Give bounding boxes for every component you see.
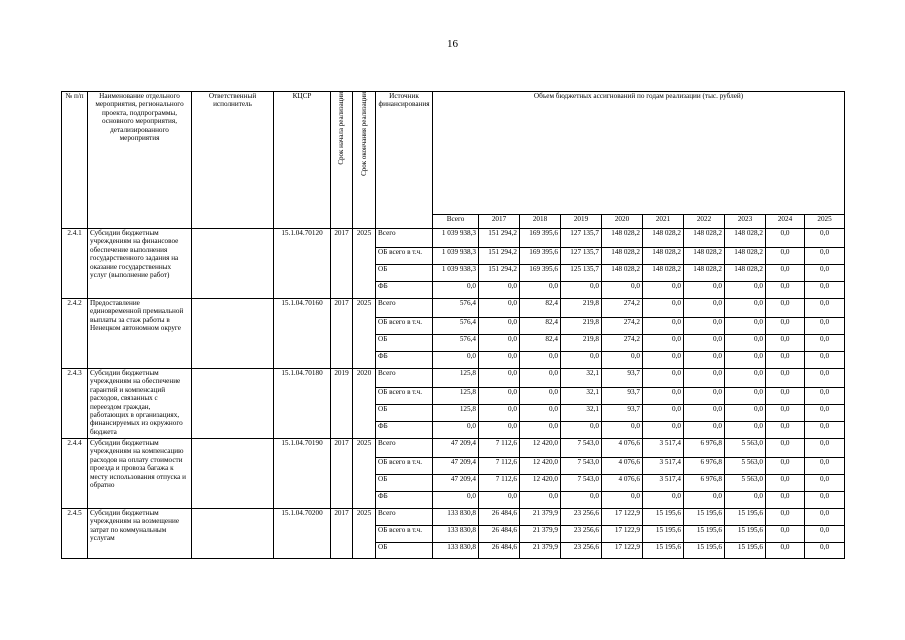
amount-cell: 15 195,6 [725,509,766,526]
amount-cell: 148 028,2 [725,265,766,282]
amount-cell: 26 484,6 [479,526,520,543]
end-year: 2025 [353,509,376,559]
amount-cell: 15 195,6 [643,509,684,526]
end-year: 2025 [353,299,376,369]
amount-cell: 0,0 [805,509,845,526]
amount-cell: 82,4 [520,318,561,335]
amount-cell: 0,0 [479,422,520,439]
amount-cell: 0,0 [684,282,725,299]
amount-cell: 0,0 [766,475,805,492]
amount-cell: 148 028,2 [725,248,766,265]
amount-cell: 93,7 [602,405,643,422]
funding-source: ОБ [376,475,433,492]
amount-cell: 15 195,6 [725,526,766,543]
amount-cell: 0,0 [766,422,805,439]
amount-cell: 23 256,6 [561,526,602,543]
funding-source: ОБ [376,265,433,282]
amount-cell: 0,0 [479,299,520,318]
amount-cell: 93,7 [602,369,643,388]
amount-cell: 23 256,6 [561,509,602,526]
header-volume: Объем бюджетных ассигнований по годам реализации (тыс. рублей) [433,92,845,215]
amount-cell: 32,1 [561,369,602,388]
amount-cell: 0,0 [805,335,845,352]
amount-cell: 0,0 [766,265,805,282]
amount-cell: 0,0 [725,422,766,439]
amount-cell: 15 195,6 [643,543,684,559]
row-number: 2.4.1 [62,229,88,299]
amount-cell: 133 830,8 [433,543,479,559]
amount-cell: 0,0 [433,352,479,369]
amount-cell: 0,0 [520,422,561,439]
amount-cell: 0,0 [643,335,684,352]
funding-source: ОБ всего в т.ч. [376,526,433,543]
amount-cell: 0,0 [684,369,725,388]
amount-cell: 0,0 [725,299,766,318]
amount-cell: 0,0 [433,282,479,299]
amount-cell: 125,8 [433,388,479,405]
kcsr-code: 15.1.04.70200 [274,509,331,559]
amount-cell: 0,0 [805,475,845,492]
amount-cell: 219,8 [561,335,602,352]
amount-cell: 32,1 [561,405,602,422]
amount-cell: 7 543,0 [561,458,602,475]
amount-cell: 148 028,2 [684,265,725,282]
measure-name: Субсидии бюджетным учреждениям на финансовое обеспечение выполнения государственного задания на оказание государственных услуг (выполнение работ) [88,229,192,299]
amount-cell: 169 395,6 [520,265,561,282]
amount-cell: 3 517,4 [643,439,684,458]
amount-cell: 0,0 [766,335,805,352]
amount-cell: 0,0 [805,265,845,282]
amount-cell: 125,8 [433,405,479,422]
funding-source: ОБ [376,405,433,422]
amount-cell: 5 563,0 [725,458,766,475]
amount-cell: 0,0 [479,335,520,352]
amount-cell: 1 039 938,3 [433,248,479,265]
funding-source: ФБ [376,422,433,439]
amount-cell: 6 976,8 [684,439,725,458]
amount-cell: 0,0 [602,282,643,299]
amount-cell: 0,0 [643,369,684,388]
amount-cell: 0,0 [725,318,766,335]
amount-cell: 0,0 [643,422,684,439]
amount-cell: 148 028,2 [643,229,684,248]
table-row [62,229,845,248]
amount-cell: 274,2 [602,299,643,318]
table-row [62,369,845,388]
funding-source: ОБ [376,543,433,559]
kcsr-code: 15.1.04.70160 [274,299,331,369]
amount-cell: 0,0 [602,422,643,439]
amount-cell: 151 294,2 [479,248,520,265]
start-year: 2017 [331,509,353,559]
amount-cell: 0,0 [684,352,725,369]
amount-cell: 0,0 [805,458,845,475]
amount-cell: 148 028,2 [602,265,643,282]
amount-cell: 0,0 [643,299,684,318]
end-year: 2025 [353,439,376,509]
amount-cell: 0,0 [725,405,766,422]
amount-cell: 0,0 [766,318,805,335]
table-row [62,299,845,318]
amount-cell: 0,0 [766,492,805,509]
amount-cell: 1 039 938,3 [433,229,479,248]
header-year: 2023 [725,215,766,229]
amount-cell: 0,0 [479,388,520,405]
amount-cell: 148 028,2 [643,265,684,282]
funding-source: Всего [376,299,433,318]
amount-cell: 7 112,6 [479,475,520,492]
amount-cell: 0,0 [643,318,684,335]
header-start-text: Срок начала реализации [337,92,346,165]
amount-cell: 0,0 [805,352,845,369]
amount-cell: 125 135,7 [561,265,602,282]
amount-cell: 127 135,7 [561,248,602,265]
row-number: 2.4.4 [62,439,88,509]
amount-cell: 0,0 [643,405,684,422]
funding-source: ОБ всего в т.ч. [376,458,433,475]
amount-cell: 0,0 [561,352,602,369]
header-kcsr: КЦСР [274,92,331,229]
row-number: 2.4.3 [62,369,88,439]
responsible-executor [192,509,274,559]
amount-cell: 0,0 [561,422,602,439]
amount-cell: 0,0 [766,458,805,475]
amount-cell: 0,0 [520,388,561,405]
amount-cell: 148 028,2 [684,229,725,248]
funding-source: Всего [376,229,433,248]
amount-cell: 0,0 [684,422,725,439]
amount-cell: 127 135,7 [561,229,602,248]
amount-cell: 0,0 [805,439,845,458]
amount-cell: 0,0 [766,352,805,369]
amount-cell: 7 112,6 [479,458,520,475]
amount-cell: 0,0 [684,405,725,422]
amount-cell: 7 543,0 [561,475,602,492]
amount-cell: 219,8 [561,318,602,335]
amount-cell: 0,0 [766,439,805,458]
amount-cell: 47 209,4 [433,439,479,458]
header-end [353,92,376,229]
amount-cell: 0,0 [805,405,845,422]
kcsr-code: 15.1.04.70120 [274,229,331,299]
amount-cell: 47 209,4 [433,475,479,492]
amount-cell: 133 830,8 [433,526,479,543]
header-year: 2018 [520,215,561,229]
measure-name: Субсидии бюджетным учреждениям на компенсацию расходов на оплату стоимости проезда и провоза багажа к месту использования отпуска и обратно [88,439,192,509]
amount-cell: 0,0 [479,492,520,509]
amount-cell: 0,0 [684,299,725,318]
amount-cell: 0,0 [766,229,805,248]
amount-cell: 0,0 [684,388,725,405]
amount-cell: 23 256,6 [561,543,602,559]
amount-cell: 15 195,6 [684,526,725,543]
amount-cell: 0,0 [684,318,725,335]
amount-cell: 0,0 [561,282,602,299]
row-number: 2.4.2 [62,299,88,369]
amount-cell: 0,0 [479,369,520,388]
funding-source: ФБ [376,352,433,369]
amount-cell: 0,0 [725,492,766,509]
header-year: 2017 [479,215,520,229]
amount-cell: 0,0 [725,369,766,388]
amount-cell: 21 379,9 [520,526,561,543]
amount-cell: 0,0 [520,405,561,422]
amount-cell: 5 563,0 [725,439,766,458]
funding-source: ФБ [376,492,433,509]
amount-cell: 0,0 [725,335,766,352]
amount-cell: 169 395,6 [520,229,561,248]
budget-table [61,91,845,559]
amount-cell: 0,0 [805,526,845,543]
start-year: 2017 [331,229,353,299]
funding-source: ОБ всего в т.ч. [376,248,433,265]
amount-cell: 169 395,6 [520,248,561,265]
amount-cell: 26 484,6 [479,543,520,559]
header-year: 2019 [561,215,602,229]
amount-cell: 0,0 [766,405,805,422]
amount-cell: 15 195,6 [643,526,684,543]
responsible-executor [192,299,274,369]
amount-cell: 0,0 [805,299,845,318]
kcsr-code: 15.1.04.70190 [274,439,331,509]
row-number: 2.4.5 [62,509,88,559]
header-num: № п/п [62,92,88,229]
header-start [331,92,353,229]
amount-cell: 26 484,6 [479,509,520,526]
amount-cell: 0,0 [805,318,845,335]
amount-cell: 0,0 [433,492,479,509]
amount-cell: 0,0 [766,248,805,265]
amount-cell: 0,0 [520,282,561,299]
amount-cell: 133 830,8 [433,509,479,526]
amount-cell: 0,0 [805,388,845,405]
amount-cell: 148 028,2 [684,248,725,265]
amount-cell: 17 122,9 [602,509,643,526]
funding-source: Всего [376,509,433,526]
amount-cell: 219,8 [561,299,602,318]
amount-cell: 0,0 [520,369,561,388]
funding-source: ОБ всего в т.ч. [376,388,433,405]
header-end-text: Срок окончания реализации [359,92,368,176]
amount-cell: 274,2 [602,335,643,352]
amount-cell: 0,0 [479,405,520,422]
measure-name: Субсидии бюджетным учреждениям на обеспечение гарантий и компенсаций расходов, связанных с переездом граждан, работающих в организациях, финансируемых из окружного бюджета [88,369,192,439]
funding-source: ФБ [376,282,433,299]
amount-cell: 93,7 [602,388,643,405]
funding-source: Всего [376,439,433,458]
header-year: 2022 [684,215,725,229]
funding-source: ОБ [376,335,433,352]
header-year: 2024 [766,215,805,229]
funding-source: ОБ всего в т.ч. [376,318,433,335]
amount-cell: 576,4 [433,318,479,335]
amount-cell: 3 517,4 [643,458,684,475]
amount-cell: 0,0 [561,492,602,509]
amount-cell: 1 039 938,3 [433,265,479,282]
header-name: Наименование отдельного мероприятия, регионального проекта, подпрограммы, основного мероприятия, детализированного мероприятия [88,92,192,229]
amount-cell: 82,4 [520,335,561,352]
header-year: 2020 [602,215,643,229]
amount-cell: 0,0 [602,352,643,369]
amount-cell: 7 543,0 [561,439,602,458]
amount-cell: 0,0 [643,282,684,299]
header-year: 2021 [643,215,684,229]
responsible-executor [192,369,274,439]
amount-cell: 151 294,2 [479,265,520,282]
responsible-executor [192,229,274,299]
amount-cell: 12 420,0 [520,475,561,492]
measure-name: Предоставление единовременной премиальной выплаты за стаж работы в Ненецком автономном округе [88,299,192,369]
header-source: Источник финансирования [376,92,433,229]
amount-cell: 0,0 [479,352,520,369]
amount-cell: 5 563,0 [725,475,766,492]
end-year: 2025 [353,229,376,299]
header-year: 2025 [805,215,845,229]
funding-source: Всего [376,369,433,388]
header-year: Всего [433,215,479,229]
amount-cell: 0,0 [766,543,805,559]
amount-cell: 0,0 [725,282,766,299]
amount-cell: 0,0 [520,492,561,509]
amount-cell: 0,0 [479,318,520,335]
amount-cell: 0,0 [725,352,766,369]
amount-cell: 4 076,6 [602,458,643,475]
amount-cell: 0,0 [643,352,684,369]
amount-cell: 7 112,6 [479,439,520,458]
amount-cell: 12 420,0 [520,439,561,458]
amount-cell: 148 028,2 [725,229,766,248]
table-body [62,229,845,559]
end-year: 2020 [353,369,376,439]
amount-cell: 15 195,6 [684,509,725,526]
amount-cell: 0,0 [766,526,805,543]
amount-cell: 0,0 [602,492,643,509]
amount-cell: 15 195,6 [725,543,766,559]
start-year: 2017 [331,299,353,369]
amount-cell: 0,0 [766,299,805,318]
amount-cell: 0,0 [805,422,845,439]
amount-cell: 4 076,6 [602,475,643,492]
amount-cell: 148 028,2 [602,229,643,248]
table-row [62,509,845,526]
kcsr-code: 15.1.04.70180 [274,369,331,439]
amount-cell: 0,0 [766,282,805,299]
amount-cell: 148 028,2 [602,248,643,265]
amount-cell: 12 420,0 [520,458,561,475]
amount-cell: 0,0 [766,388,805,405]
amount-cell: 0,0 [479,282,520,299]
amount-cell: 0,0 [520,352,561,369]
amount-cell: 151 294,2 [479,229,520,248]
table-row [62,439,845,458]
amount-cell: 576,4 [433,335,479,352]
amount-cell: 0,0 [805,282,845,299]
amount-cell: 6 976,8 [684,458,725,475]
amount-cell: 21 379,9 [520,509,561,526]
amount-cell: 0,0 [766,509,805,526]
amount-cell: 148 028,2 [643,248,684,265]
amount-cell: 3 517,4 [643,475,684,492]
amount-cell: 0,0 [433,422,479,439]
header-executor: Ответственный исполнитель [192,92,274,229]
amount-cell: 82,4 [520,299,561,318]
amount-cell: 0,0 [643,388,684,405]
amount-cell: 47 209,4 [433,458,479,475]
amount-cell: 6 976,8 [684,475,725,492]
amount-cell: 0,0 [805,248,845,265]
amount-cell: 21 379,9 [520,543,561,559]
amount-cell: 0,0 [805,229,845,248]
start-year: 2017 [331,439,353,509]
amount-cell: 17 122,9 [602,543,643,559]
amount-cell: 4 076,6 [602,439,643,458]
amount-cell: 125,8 [433,369,479,388]
amount-cell: 576,4 [433,299,479,318]
amount-cell: 0,0 [725,388,766,405]
amount-cell: 0,0 [805,543,845,559]
amount-cell: 0,0 [643,492,684,509]
amount-cell: 15 195,6 [684,543,725,559]
amount-cell: 17 122,9 [602,526,643,543]
page-number: 16 [447,38,458,50]
amount-cell: 0,0 [805,369,845,388]
measure-name: Субсидии бюджетным учреждениям на возмещение затрат по коммунальным услугам [88,509,192,559]
amount-cell: 32,1 [561,388,602,405]
start-year: 2019 [331,369,353,439]
amount-cell: 0,0 [805,492,845,509]
responsible-executor [192,439,274,509]
amount-cell: 274,2 [602,318,643,335]
amount-cell: 0,0 [766,369,805,388]
amount-cell: 0,0 [684,492,725,509]
amount-cell: 0,0 [684,335,725,352]
